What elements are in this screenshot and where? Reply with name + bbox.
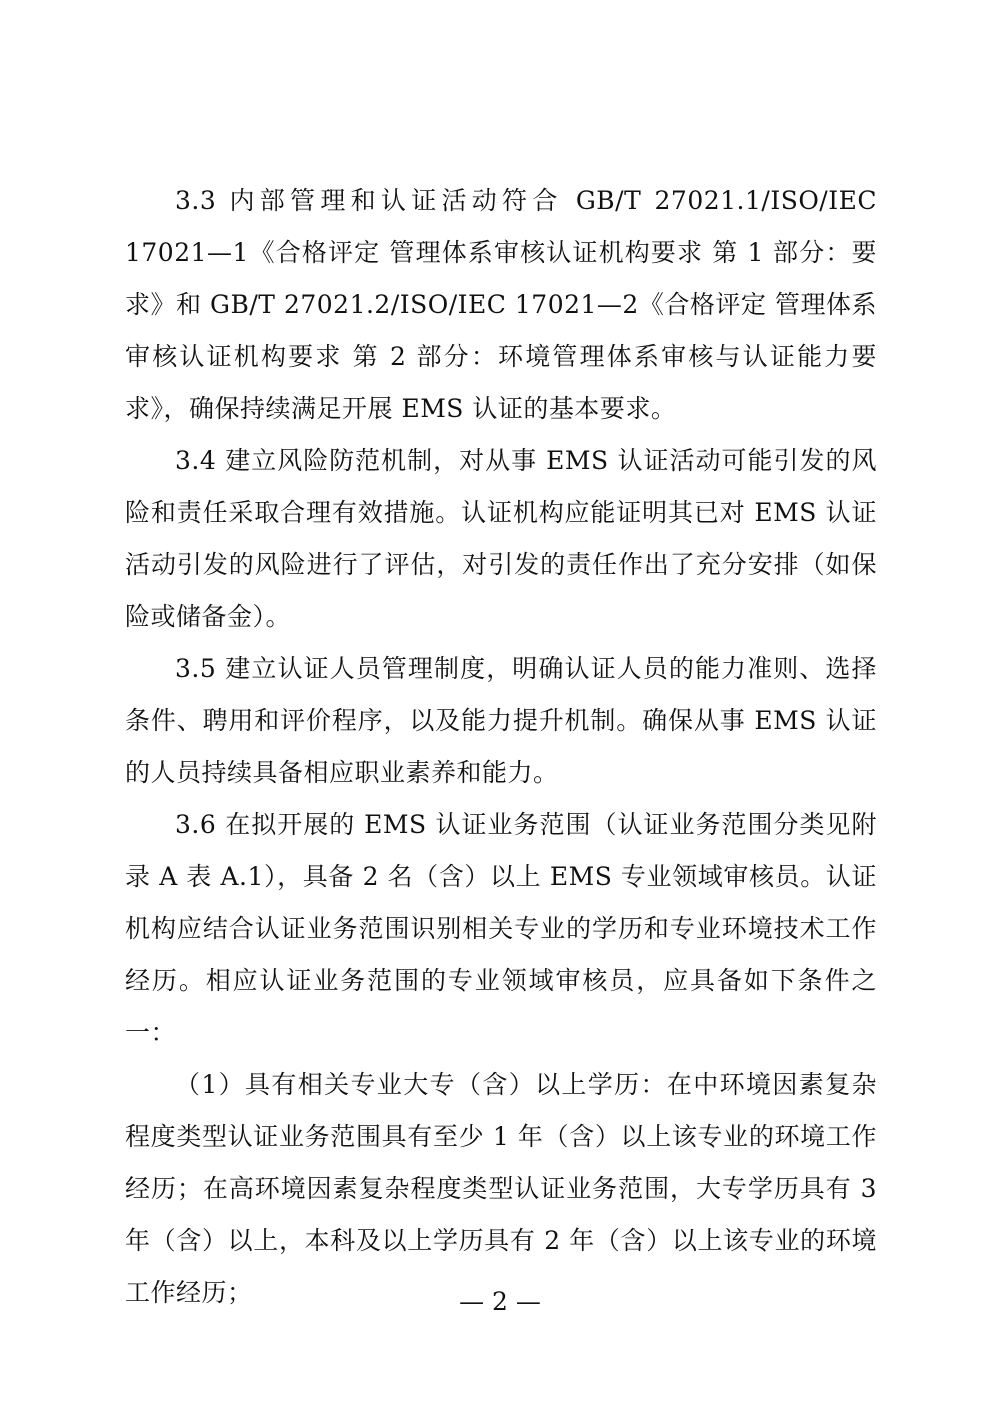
paragraph-3-5: 3.5 建立认证人员管理制度，明确认证人员的能力准则、选择条件、聘用和评价程序，以及能力提升机制。确保从事 EMS 认证的人员持续具备相应职业素养和能力。 <box>125 654 877 787</box>
paragraph-condition-1: （1）具有相关专业大专（含）以上学历：在中环境因素复杂程度类型认证业务范围具有至少 1 年（含）以上该专业的环境工作经历；在高环境因素复杂程度类型认证业务范围，大专学历具有 3 年（含）以上，本科及以上学历具有 2 年（含）以上该专业的环境工作经历； <box>125 1070 877 1307</box>
paragraph-3-3: 3.3 内部管理和认证活动符合 GB/T 27021.1/ISO/IEC 17021—1《合格评定 管理体系审核认证机构要求 第 1 部分：要求》和 GB/T 27021.2/ISO/IEC 17021—2《合格评定 管理体系审核认证机构要求 第 2 部分：环境管理体系审核与认证能力要求》，确保持续满足开展 EMS 认证的基本要求。 <box>125 186 877 423</box>
page-number: — 2 — <box>459 1287 541 1316</box>
paragraph-3-6: 3.6 在拟开展的 EMS 认证业务范围（认证业务范围分类见附录 A 表 A.1），具备 2 名（含）以上 EMS 专业领域审核员。认证机构应结合认证业务范围识别相关专业的学历和专业环境技术工作经历。相应认证业务范围的专业领域审核员，应具备如下条件之一： <box>125 810 877 1047</box>
document-body <box>125 175 877 1319</box>
paragraph-3-4: 3.4 建立风险防范机制，对从事 EMS 认证活动可能引发的风险和责任采取合理有效措施。认证机构应能证明其已对 EMS 认证活动引发的风险进行了评估，对引发的责任作出了充分安排（如保险或储备金）。 <box>125 446 877 631</box>
